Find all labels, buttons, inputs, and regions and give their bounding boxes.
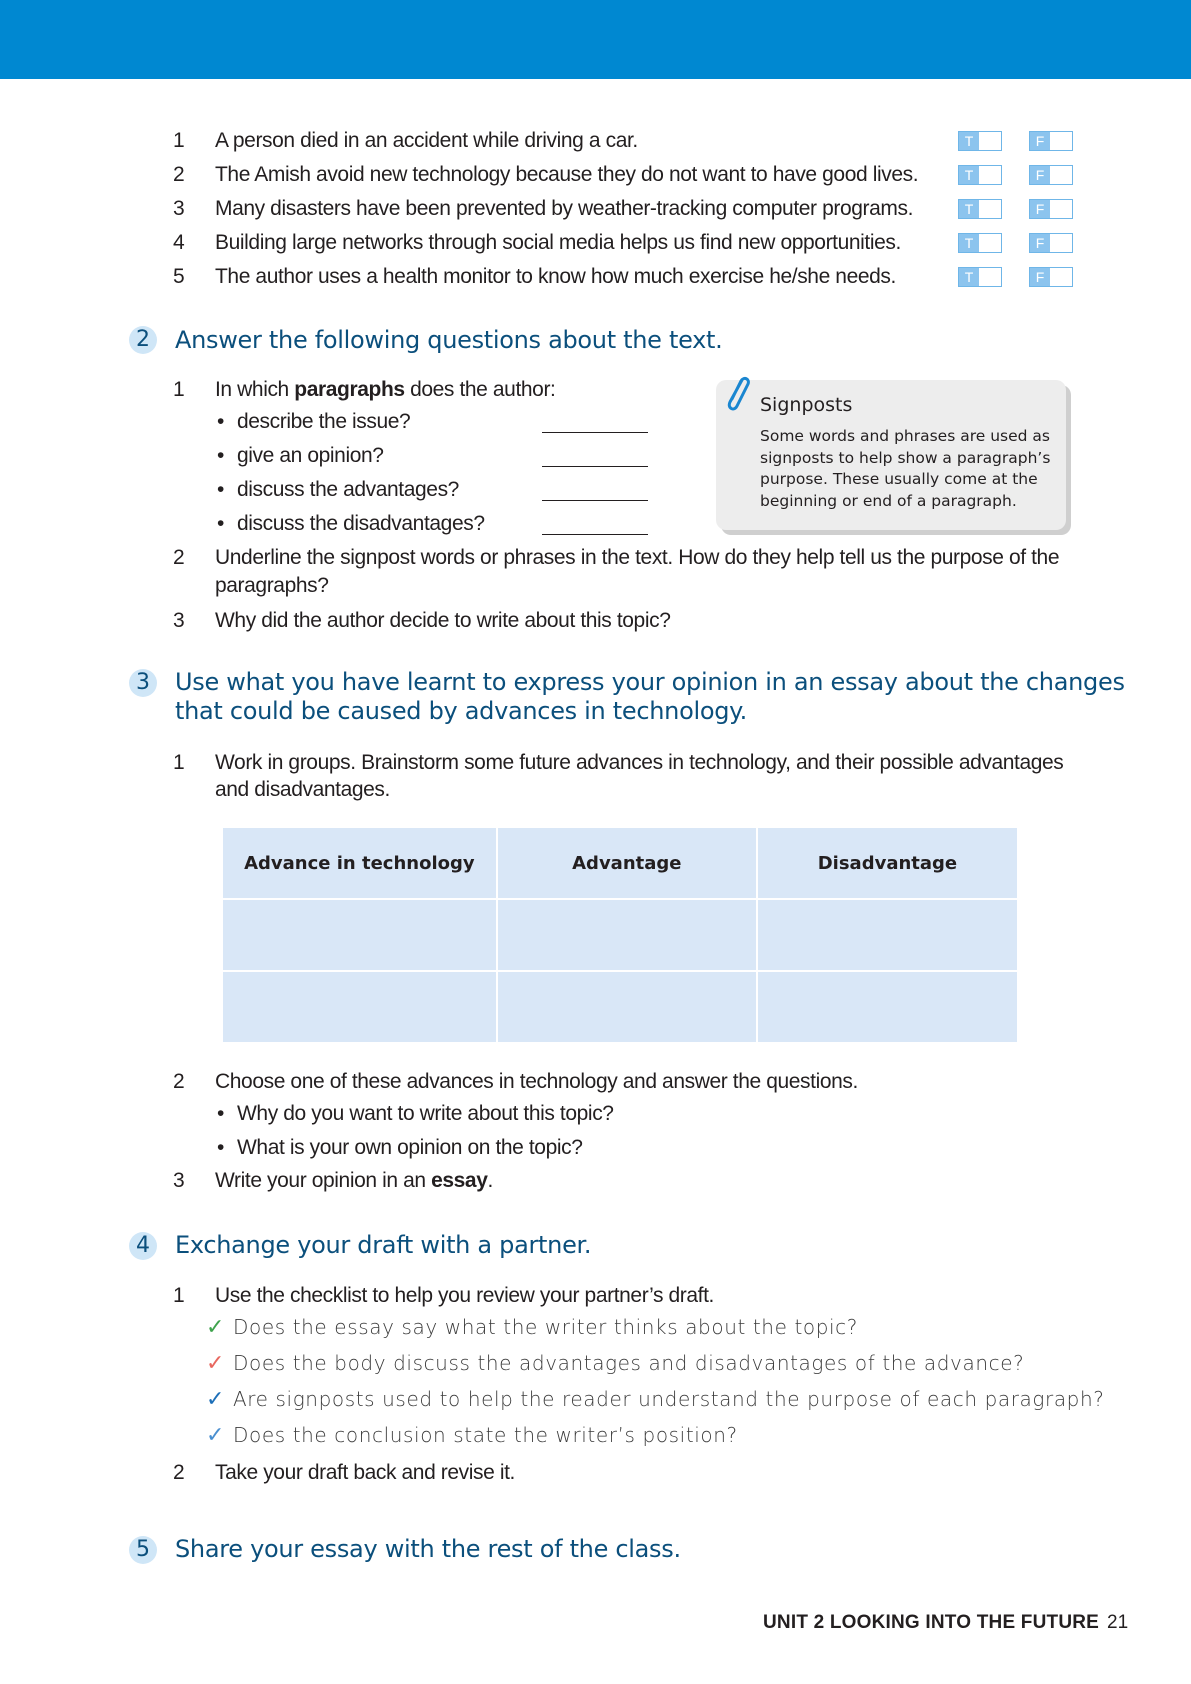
question-number: 2 <box>173 1461 185 1484</box>
page-number: 21 <box>1107 1612 1129 1633</box>
question-number: 1 <box>173 1284 185 1307</box>
bold-keyword: essay <box>431 1169 488 1192</box>
table-row <box>222 899 1018 971</box>
question-number: 2 <box>173 546 185 569</box>
true-checkbox[interactable] <box>958 131 1002 151</box>
item-text: Many disasters have been prevented by weather-tracking computer programs. <box>215 197 913 220</box>
question-text <box>215 376 555 404</box>
question-text: Underline the signpost words or phrases in the text. How do they help tell us the purpose of the <box>215 546 1060 569</box>
question-number: 1 <box>173 378 185 401</box>
false-label: F <box>1030 166 1050 184</box>
table-cell[interactable] <box>497 971 757 1043</box>
false-label: F <box>1030 268 1050 286</box>
tip-line: signposts to help show a paragraph’s <box>760 448 1051 467</box>
section-heading-continued: that could be caused by advances in technology. <box>175 697 747 725</box>
true-label: T <box>959 200 979 218</box>
true-label: T <box>959 268 979 286</box>
tip-body <box>760 426 1060 512</box>
true-label: T <box>959 132 979 150</box>
question-text: Work in groups. Brainstorm some future advances in technology, and their possible advantages <box>215 751 1064 774</box>
item-number: 4 <box>173 231 185 254</box>
false-checkbox[interactable] <box>1029 131 1073 151</box>
false-label: F <box>1030 132 1050 150</box>
section-heading: Answer the following questions about the text. <box>175 326 723 354</box>
answer-blank[interactable] <box>542 466 648 467</box>
item-text: The Amish avoid new technology because they do not want to have good lives. <box>215 163 919 186</box>
check-icon: ✓ <box>206 1350 225 1375</box>
true-checkbox[interactable] <box>958 165 1002 185</box>
item-text: The author uses a health monitor to know how much exercise he/she needs. <box>215 265 896 288</box>
answer-blank[interactable] <box>542 534 648 535</box>
paperclip-icon <box>722 372 752 416</box>
false-checkbox[interactable] <box>1029 199 1073 219</box>
item-number: 1 <box>173 129 185 152</box>
column-header: Advantage <box>497 827 757 899</box>
bullet-item: • discuss the disadvantages? <box>237 512 485 536</box>
bullet-item: • discuss the advantages? <box>237 478 459 502</box>
true-checkbox[interactable] <box>958 267 1002 287</box>
brainstorm-table <box>221 826 1019 1044</box>
tip-title: Signposts <box>760 394 853 416</box>
item-number: 3 <box>173 197 185 220</box>
bold-keyword: paragraphs <box>294 378 405 401</box>
table-row <box>222 971 1018 1043</box>
bullet-item: • give an opinion? <box>237 444 384 468</box>
true-checkbox[interactable] <box>958 199 1002 219</box>
bullet-item: • Why do you want to write about this topic? <box>237 1102 614 1126</box>
question-text: Why did the author decide to write about this topic? <box>215 609 671 632</box>
unit-footer: UNIT 2 LOOKING INTO THE FUTURE <box>763 1612 1100 1633</box>
tip-line: Some words and phrases are used as <box>760 427 1050 445</box>
top-banner <box>0 0 1191 79</box>
tip-line: purpose. These usually come at the <box>760 470 1038 488</box>
question-number: 3 <box>173 1169 185 1192</box>
check-icon: ✓ <box>206 1314 225 1339</box>
true-checkbox[interactable] <box>958 233 1002 253</box>
question-text: Use the checklist to help you review your partner’s draft. <box>215 1284 714 1307</box>
table-cell[interactable] <box>757 971 1018 1043</box>
true-label: T <box>959 166 979 184</box>
question-text-continued: and disadvantages. <box>215 778 390 801</box>
section-number-badge: 4 <box>129 1232 157 1260</box>
checklist-item: Does the essay say what the writer thinks about the topic? <box>233 1315 858 1339</box>
checklist-item: Are signposts used to help the reader understand the purpose of each paragraph? <box>233 1387 1105 1411</box>
table-cell[interactable] <box>222 899 497 971</box>
table-cell[interactable] <box>757 899 1018 971</box>
item-text: Building large networks through social media helps us find new opportunities. <box>215 231 901 254</box>
check-icon: ✓ <box>206 1386 225 1411</box>
question-text-part: does the author: <box>404 378 556 401</box>
checklist-item: Does the body discuss the advantages and disadvantages of the advance? <box>233 1351 1025 1375</box>
item-text: A person died in an accident while driving a car. <box>215 129 638 152</box>
column-header: Advance in technology <box>222 827 497 899</box>
question-text-part: In which <box>215 378 295 401</box>
false-checkbox[interactable] <box>1029 267 1073 287</box>
table-cell[interactable] <box>222 971 497 1043</box>
question-number: 3 <box>173 609 185 632</box>
answer-blank[interactable] <box>542 500 648 501</box>
false-checkbox[interactable] <box>1029 233 1073 253</box>
question-number: 2 <box>173 1070 185 1093</box>
section-number-badge: 5 <box>129 1536 157 1564</box>
question-text <box>215 1167 493 1195</box>
checklist-item: Does the conclusion state the writer’s position? <box>233 1423 738 1447</box>
question-text: Choose one of these advances in technology and answer the questions. <box>215 1070 858 1093</box>
question-number: 1 <box>173 751 185 774</box>
bullet-item: • describe the issue? <box>237 410 410 434</box>
section-number-badge: 3 <box>129 669 157 697</box>
bullet-item: • What is your own opinion on the topic? <box>237 1136 583 1160</box>
answer-blank[interactable] <box>542 432 648 433</box>
table-cell[interactable] <box>497 899 757 971</box>
question-text: Take your draft back and revise it. <box>215 1461 515 1484</box>
question-text-part: Write your opinion in an <box>215 1169 432 1192</box>
tip-line: beginning or end of a paragraph. <box>760 491 1017 510</box>
false-checkbox[interactable] <box>1029 165 1073 185</box>
question-text-part: . <box>487 1169 493 1192</box>
table-header-row <box>222 827 1018 899</box>
section-heading: Exchange your draft with a partner. <box>175 1231 592 1259</box>
false-label: F <box>1030 234 1050 252</box>
section-heading: Use what you have learnt to express your opinion in an essay about the changes <box>175 668 1125 696</box>
question-text-continued: paragraphs? <box>215 574 329 597</box>
signposts-tip-box <box>716 380 1066 530</box>
item-number: 5 <box>173 265 185 288</box>
item-number: 2 <box>173 163 185 186</box>
check-icon: ✓ <box>206 1422 225 1447</box>
section-number-badge: 2 <box>129 326 157 354</box>
column-header: Disadvantage <box>757 827 1018 899</box>
false-label: F <box>1030 200 1050 218</box>
true-label: T <box>959 234 979 252</box>
section-heading: Share your essay with the rest of the class. <box>175 1535 681 1563</box>
